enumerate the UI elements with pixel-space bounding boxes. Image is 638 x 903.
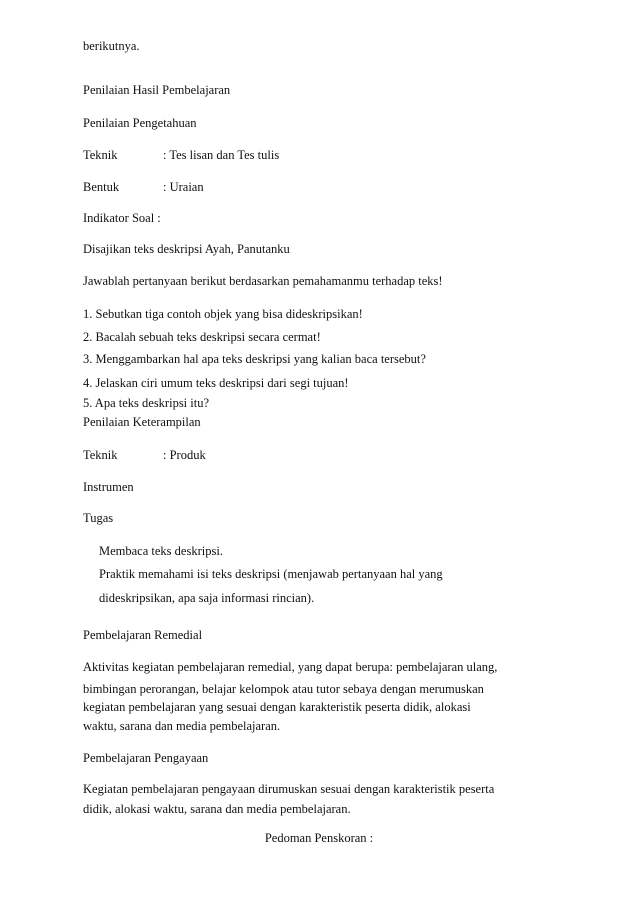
knowledge-form-row — [83, 179, 204, 195]
knowledge-title: Penilaian Pengetahuan — [83, 116, 197, 130]
task-label: Tugas — [83, 511, 114, 525]
remedial-title: Pembelajaran Remedial — [83, 628, 203, 642]
presented-text: Disajikan teks deskripsi Ayah, Panutanku — [83, 242, 290, 256]
assessment-title: Penilaian Hasil Pembelajaran — [83, 83, 231, 97]
knowledge-technique-row — [83, 147, 279, 163]
question-item: 2. Bacalah sebuah teks deskripsi secara cermat! — [83, 330, 321, 344]
task-item: Membaca teks deskripsi. — [99, 544, 223, 558]
skills-technique-label: Teknik — [83, 448, 118, 462]
knowledge-technique-label: Teknik — [83, 148, 118, 162]
scoring-guide-title: Pedoman Penskoran : — [264, 831, 374, 845]
task-item: Praktik memahami isi teks deskripsi (menjawab pertanyaan hal yang — [99, 567, 443, 581]
remedial-line: waktu, sarana dan media pembelajaran. — [83, 719, 281, 733]
question-item: 5. Apa teks deskripsi itu? — [83, 396, 210, 410]
knowledge-form-value: : Uraian — [163, 180, 204, 194]
instrument-label: Instrumen — [83, 480, 134, 494]
skills-title: Penilaian Keterampilan — [83, 415, 201, 429]
skills-technique-value: : Produk — [163, 448, 206, 462]
intro-tail: berikutnya. — [83, 39, 140, 53]
enrichment-line: Kegiatan pembelajaran pengayaan dirumuskan sesuai dengan karakteristik peserta — [83, 782, 495, 796]
question-item: 4. Jelaskan ciri umum teks deskripsi dari segi tujuan! — [83, 376, 349, 390]
remedial-line: Aktivitas kegiatan pembelajaran remedial, yang dapat berupa: pembelajaran ulang, — [83, 660, 498, 674]
indicator-label: Indikator Soal : — [83, 211, 161, 225]
task-item: dideskripsikan, apa saja informasi rincian). — [99, 591, 315, 605]
enrichment-line: didik, alokasi waktu, sarana dan media pembelajaran. — [83, 802, 351, 816]
instruction-text: Jawablah pertanyaan berikut berdasarkan pemahamanmu terhadap teks! — [83, 274, 443, 288]
knowledge-form-label: Bentuk — [83, 180, 120, 194]
remedial-line: bimbingan perorangan, belajar kelompok atau tutor sebaya dengan merumuskan — [83, 682, 484, 696]
knowledge-technique-value: : Tes lisan dan Tes tulis — [163, 148, 280, 162]
enrichment-title: Pembelajaran Pengayaan — [83, 751, 209, 765]
skills-technique-row — [83, 447, 206, 463]
remedial-line: kegiatan pembelajaran yang sesuai dengan karakteristik peserta didik, alokasi — [83, 700, 471, 714]
question-item: 3. Menggambarkan hal apa teks deskripsi yang kalian baca tersebut? — [83, 352, 426, 366]
question-item: 1. Sebutkan tiga contoh objek yang bisa dideskripsikan! — [83, 307, 363, 321]
